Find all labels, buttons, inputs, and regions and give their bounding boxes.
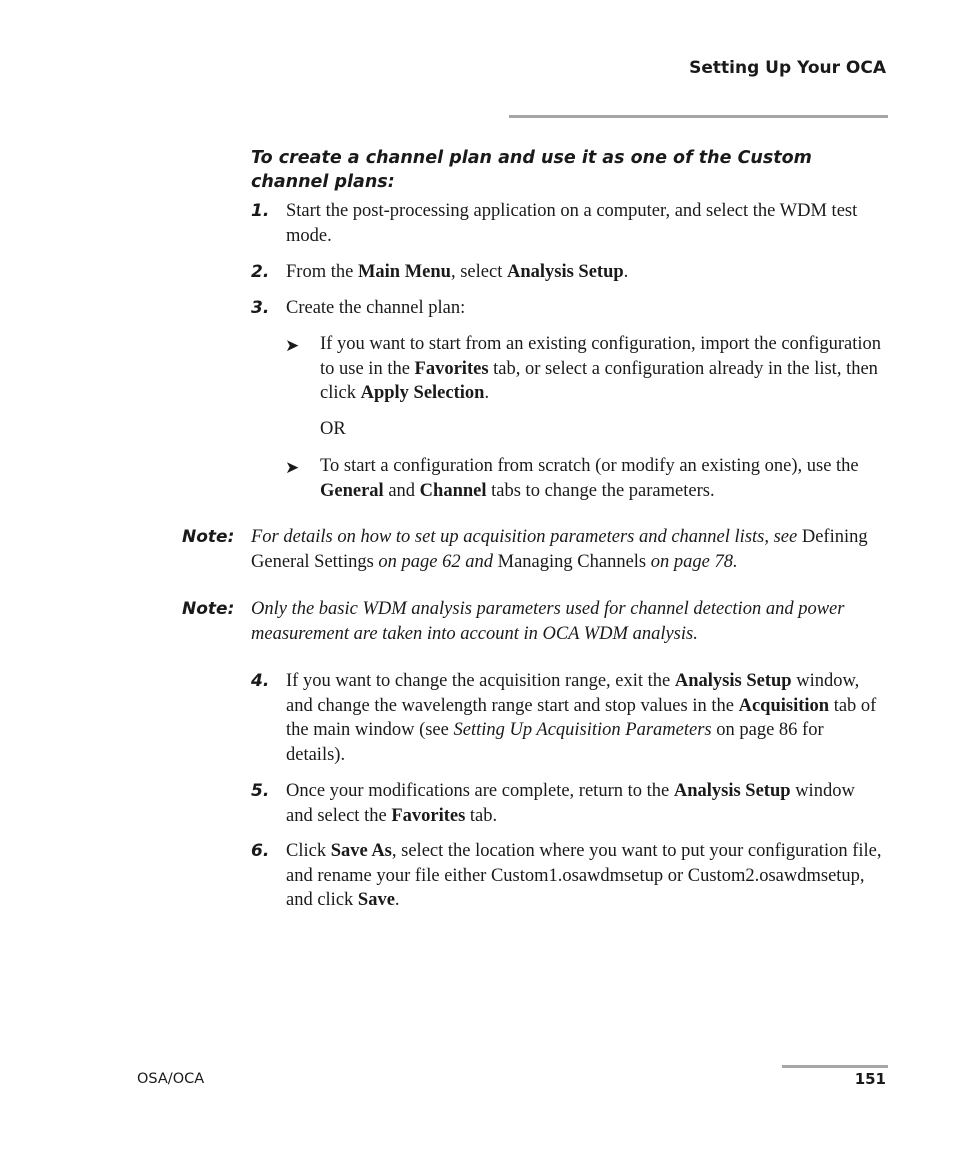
step-number: 5. (251, 781, 270, 801)
step-3-text: Create the channel plan: (286, 298, 466, 318)
page-number: 151 (854, 1070, 886, 1088)
note-1-text: For details on how to set up acquisition parameters and channel lists, see Defining General Settings on page 62 and Managing Channels on page 78. (251, 527, 868, 572)
arrow-bullet-icon: ➤ (285, 336, 300, 355)
step-6-text: Click Save As, select the location where you want to put your configuration file, and rename your file either Custom1.osawdmsetup or Custom2.osawdmsetup, and click Save. (286, 841, 882, 910)
step-number: 4. (251, 671, 270, 691)
procedure-title: To create a channel plan and use it as one of the Custom channel plans: (251, 148, 812, 192)
footer-product-name: OSA/OCA (137, 1071, 205, 1087)
step-number: 3. (251, 298, 270, 318)
step-number: 2. (251, 262, 270, 282)
bullet-2-text: To start a configuration from scratch (or modify an existing one), use the General and Channel tabs to change the parameters. (320, 456, 859, 501)
cross-reference-link[interactable]: Managing Channels (497, 551, 647, 572)
step-1-text: Start the post-processing application on a computer, and select the WDM test mode. (286, 201, 858, 246)
bullet-1-text: If you want to start from an existing configuration, import the configuration to use in the Favorites tab, or select a configuration already in the list, then click Apply Selection. (320, 334, 882, 403)
header-rule (509, 115, 888, 118)
step-number: 6. (251, 841, 270, 861)
step-4-text: If you want to change the acquisition range, exit the Analysis Setup window, and change the wavelength range start and stop values in the Acquisition tab of the main window (see Setting Up Acquisition Parameters on page 86 for details). (286, 671, 877, 765)
cross-reference-link[interactable]: Setting Up Acquisition Parameters (453, 720, 712, 740)
step-number: 1. (251, 201, 270, 221)
cross-reference-link[interactable]: Defining General Settings (251, 527, 868, 572)
note-label: Note: (182, 599, 235, 619)
arrow-bullet-icon: ➤ (285, 458, 300, 477)
note-2-text: Only the basic WDM analysis parameters used for channel detection and power measurement are taken into account in OCA WDM analysis. (251, 599, 845, 644)
footer-rule (782, 1065, 888, 1068)
note-label: Note: (182, 527, 235, 547)
step-2-text: From the Main Menu, select Analysis Setup. (286, 262, 629, 282)
menu-name: Main Menu (357, 262, 451, 282)
running-header: Setting Up Your OCA (689, 58, 886, 78)
step-5-text: Once your modifications are complete, return to the Analysis Setup window and select the Favorites tab. (286, 781, 855, 826)
or-separator: OR (320, 419, 346, 439)
menu-item-name: Analysis Setup (506, 262, 624, 282)
